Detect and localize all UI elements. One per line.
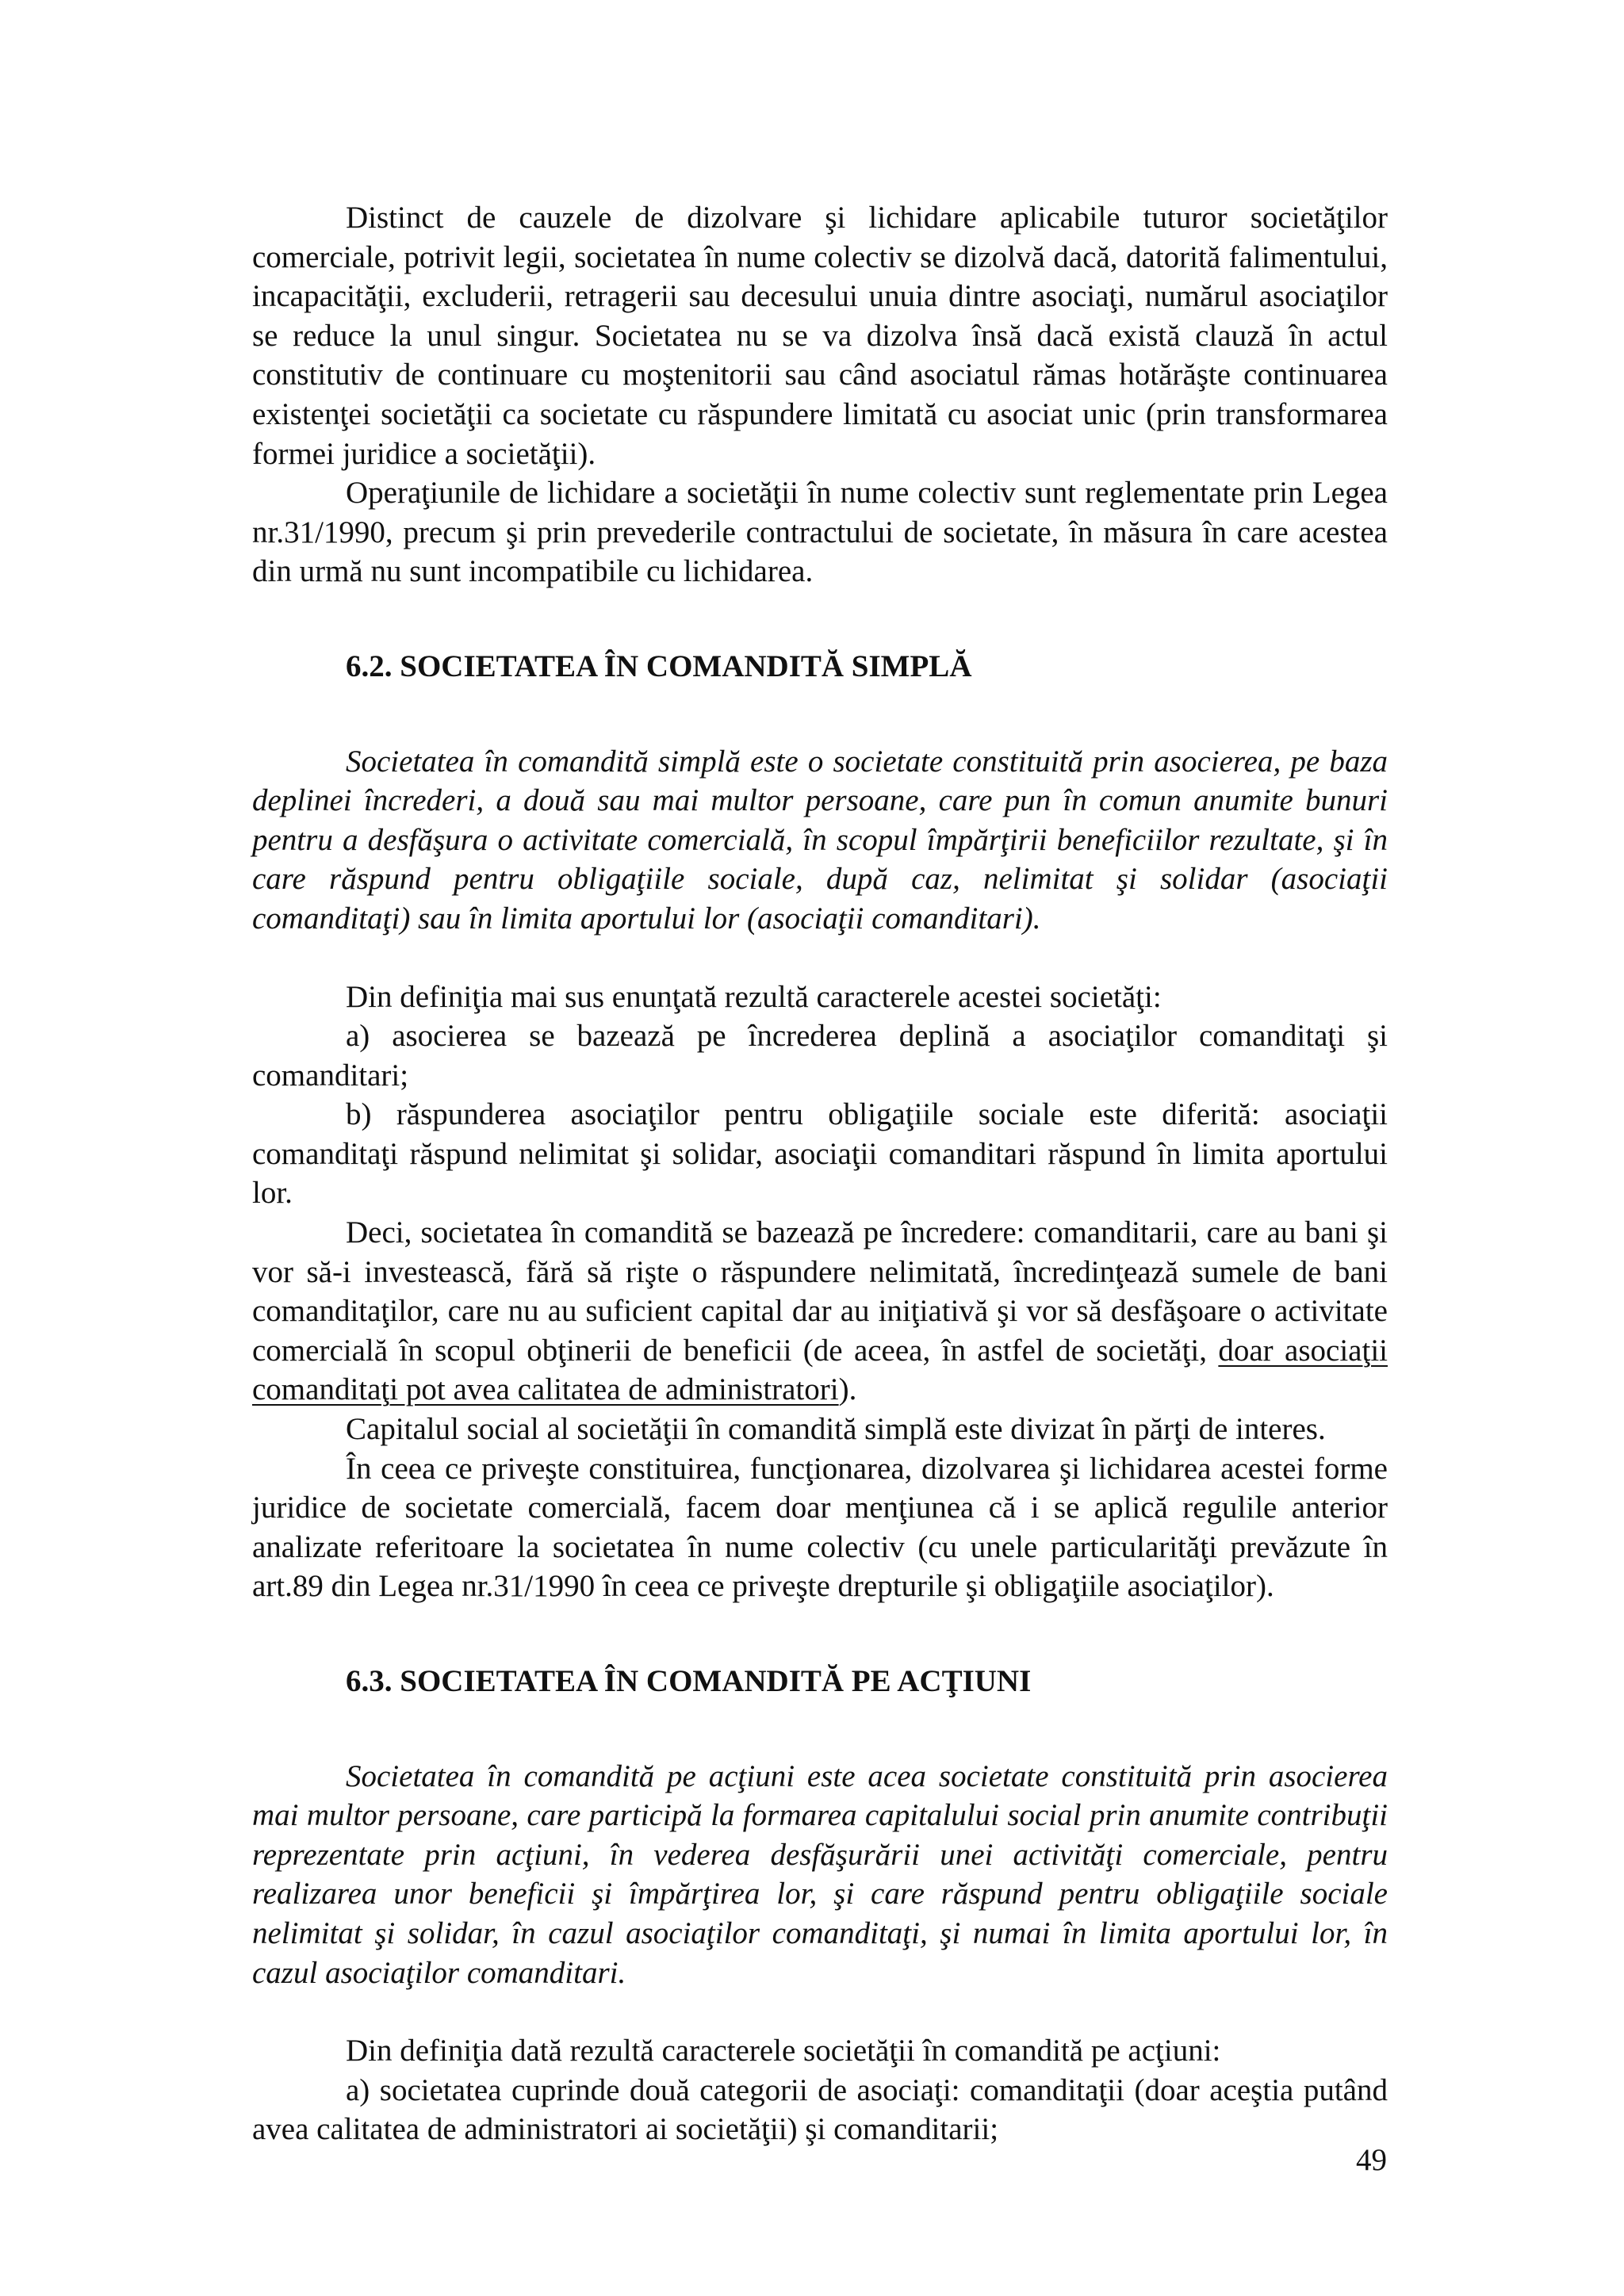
underlined-administrators-phrase: doar asociaţii comanditaţi pot avea calitatea de administratori <box>252 1333 1388 1407</box>
list-item-a: a) asocierea se bazează pe încrederea deplină a asociaţilor comanditaţi şi comanditari; <box>252 1019 1388 1093</box>
paragraph-deci-end: ). <box>838 1372 857 1407</box>
definition-comandita-simpla: Societatea în comandită simplă este o societate constituită prin asocierea, pe baza deplinei încrederi, a două sau mai multor persoane, care pun în comun anumite bunuri pentru a desfăşura o activitate comercială, în scopul împărţirii beneficiilor rezultate, şi în care răspund pentru obligaţiile sociale, după caz, nelimitat şi solidar (asociaţii comanditaţi) sau în limita aportului lor (asociaţii comanditari). <box>252 744 1388 936</box>
section-heading-6-3: 6.3. SOCIETATEA ÎN COMANDITĂ PE ACŢIUNI <box>346 1664 1032 1698</box>
definition-comandita-actiuni: Societatea în comandită pe acţiuni este acea societate constituită prin asocierea mai multor persoane, care participă la formarea capitalului social prin anumite contribuţii reprezentate prin acţiuni, în vederea desfăşurării unei activităţi comerciale, pentru realizarea unor beneficii şi împărţirea lor, şi care răspund pentru obligaţiile sociale nelimitat şi solidar, în cazul asociaţilor comanditaţi, şi numai în limita aportului lor, în cazul asociaţilor comanditari. <box>252 1758 1388 1990</box>
section-heading-6-2: 6.2. SOCIETATEA ÎN COMANDITĂ SIMPLĂ <box>346 649 972 683</box>
paragraph-capital: Capitalul social al societăţii în comandită simplă este divizat în părţi de interes. <box>346 1412 1326 1447</box>
list-item-b: b) răspunderea asociaţilor pentru obligaţiile sociale este diferită: asociaţii comanditaţi răspund nelimitat şi solidar, asociaţii comanditari răspund în limita aportului lor. <box>252 1097 1388 1211</box>
list-item-a-actiuni: a) societatea cuprinde două categorii de asociaţi: comanditaţii (doar aceştia putând avea calitatea de administratori ai societăţii) şi comanditarii; <box>252 2072 1388 2147</box>
paragraph-characteristics-intro-actiuni: Din definiţia dată rezultă caracterele societăţii în comandită pe acţiuni: <box>346 2034 1221 2068</box>
paragraph-constituire: În ceea ce priveşte constituirea, funcţionarea, dizolvarea şi lichidarea acestei forme juridice de societate comercială, facem doar menţiunea că i se aplică regulile anterior analizate referitoare la societatea în nume colectiv (cu unele particularităţi prevăzute în art.89 din Legea nr.31/1990 în ceea ce priveşte drepturile şi obligaţiile asociaţilor). <box>252 1451 1388 1604</box>
paragraph-deci <box>252 1213 1388 1410</box>
paragraph-liquidation: Operaţiunile de lichidare a societăţii în nume colectiv sunt reglementate prin Legea nr.31/1990, precum şi prin prevederile contractului de societate, în măsura în care acestea din urmă nu sunt incompatibile cu lichidarea. <box>252 476 1388 589</box>
paragraph-dissolution: Distinct de cauzele de dizolvare şi lichidare aplicabile tuturor societăţilor comerciale, potrivit legii, societatea în nume colectiv se dizolvă dacă, datorită falimentului, incapacităţii, excluderii, retragerii sau decesului unuia dintre asociaţi, numărul asociaţilor se reduce la unul singur. Societatea nu se va dizolva însă dacă există clauză în actul constitutiv de continuare cu moştenitorii sau când asociatul rămas hotărăşte continuarea existenţei societăţii ca societate cu răspundere limitată cu asociat unic (prin transformarea formei juridice a societăţii). <box>252 201 1388 471</box>
page-number: 49 <box>1356 2143 1387 2177</box>
paragraph-characteristics-intro: Din definiţia mai sus enunţată rezultă caracterele acestei societăţi: <box>346 979 1162 1014</box>
paragraph-deci-start: Deci, societatea în comandită se bazează pe încredere: comanditarii, care au bani şi vor să-i investească, fără să rişte o răspundere nelimitată, încredinţează sumele de bani comanditaţilor, care nu au suficient capital dar au iniţiativă şi vor să desfăşoare o activitate comercială în scopul obţinerii de beneficii (de aceea, în astfel de societăţi, <box>252 1215 1388 1368</box>
document-page <box>252 198 1388 2149</box>
